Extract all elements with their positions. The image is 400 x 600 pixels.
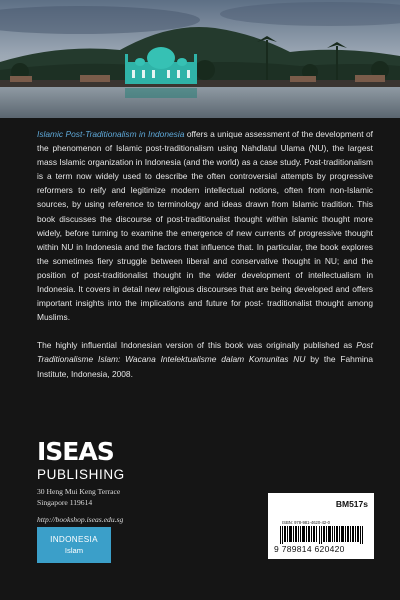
blurb-paragraph-2 bbox=[37, 338, 373, 380]
cover-photo-mosque bbox=[0, 0, 400, 118]
blurb-paragraph-1 bbox=[37, 127, 373, 324]
publisher-logo bbox=[37, 437, 125, 482]
address-line-1: 30 Heng Mui Keng Terrace bbox=[37, 487, 121, 496]
blurb-text-2b: by the Fahmina Institute, Indonesia, 2008. bbox=[37, 354, 373, 379]
subject-badge bbox=[37, 527, 111, 563]
barcode-digits: 9 789814 620420 bbox=[274, 544, 345, 554]
barcode-code: BM517s bbox=[335, 499, 368, 509]
subject-region: INDONESIA bbox=[50, 535, 98, 544]
isbn-text: ISBN: 978-981-4620-42-0 bbox=[282, 520, 330, 525]
blurb-text-2a: The highly influential Indonesian version of this book was originally published as bbox=[37, 340, 357, 351]
back-cover-blurb bbox=[37, 127, 373, 381]
publisher-address bbox=[37, 486, 123, 525]
barcode-box bbox=[268, 493, 374, 559]
book-title-reference: Islamic Post-Traditionalism in Indonesia bbox=[37, 129, 185, 139]
iseas-wordmark: ISEAS bbox=[37, 437, 114, 466]
address-line-2: Singapore 119614 bbox=[37, 498, 93, 507]
publisher-url: http://bookshop.iseas.edu.sg bbox=[37, 515, 124, 524]
original-title-reference: Post Traditionalisme Islam: Wacana Intelektualisme dalam Komunitas NU bbox=[37, 340, 373, 365]
barcode-bars bbox=[280, 526, 364, 544]
publishing-label: PUBLISHING bbox=[37, 467, 125, 482]
blurb-text-1: offers a unique assessment of the development of the phenomenon of Islamic post-traditionalism using Nahdlatul Ulama (NU), the largest mass Islamic organization in Indonesia (and the world) as a case study. Post-traditionalism is a term now widely used to describe the often controversial attempts by progressive reformers to reify and legitimize modern intellectual notions, often from non-Islamic sources, by using reference to terminology and ideas drawn from Islamic tradition. This book discusses the discourse of post-traditionalist thought within Islamic thought more widely, before turning to examine the emergence of new currents of progressive thought within NU in Indonesia and the factors that influence that. In particular, the book explores the sometimes fiery struggle between liberal and conservative thought in NU; and the position of post-traditionalist thought in the wider development of intellectualism in Indonesia. It covers in detail new religious discourses that are being developed and offers important insights into the implications and future for post- traditionalist thought among Muslims. bbox=[37, 129, 374, 323]
subject-topic: Islam bbox=[64, 546, 84, 555]
